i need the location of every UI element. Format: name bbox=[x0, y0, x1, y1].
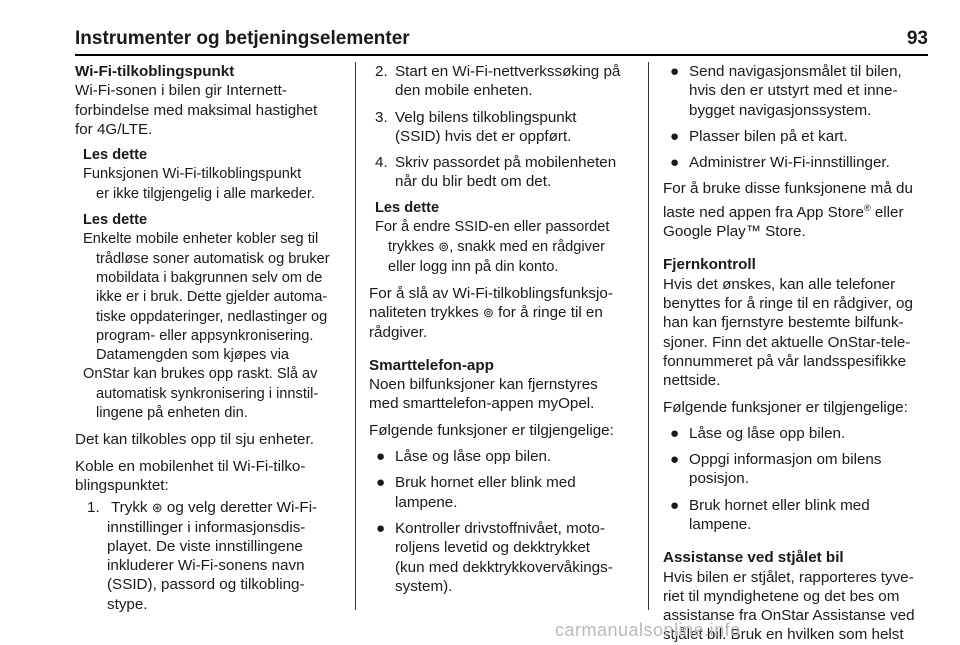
text-span: for å ringe til en bbox=[498, 304, 603, 322]
step-number: 2. bbox=[375, 63, 388, 80]
text-line: For å slå av Wi-Fi-tilkoblingsfunksjo- bbox=[369, 284, 613, 302]
column-divider bbox=[648, 62, 649, 610]
text-line: Enkelte mobile enheter kobler seg til bbox=[83, 231, 319, 248]
paragraph: Følgende funksjoner er tilgjengelige: bbox=[369, 421, 614, 439]
text-span: eller bbox=[870, 203, 904, 221]
text-line: assistanse fra OnStar Assistanse ved bbox=[663, 607, 915, 625]
text-line: bygget navigasjonssystem. bbox=[689, 101, 872, 119]
text-span: Trykk bbox=[110, 499, 148, 517]
list-item bbox=[369, 447, 637, 466]
text-line: tiske oppdateringer, nedlastinger og bbox=[96, 308, 328, 325]
text-line: lampene. bbox=[395, 493, 458, 511]
header-rule bbox=[75, 54, 928, 56]
text-line: Låse og låse opp bilen. bbox=[395, 448, 552, 466]
text-span: laste ned appen fra App Store bbox=[663, 203, 864, 221]
text-span: Skriv passordet på mobilenheten bbox=[395, 154, 617, 172]
text-line: sjoner. Finn det aktuelle OnStar-tele- bbox=[663, 333, 911, 351]
text-line bbox=[369, 62, 637, 81]
list-item bbox=[663, 62, 930, 120]
step-number: 4. bbox=[375, 154, 388, 172]
section-heading: Smarttelefon-app bbox=[369, 356, 494, 374]
text-line bbox=[375, 237, 637, 257]
section-heading: Wi-Fi-tilkoblingspunkt bbox=[75, 63, 235, 80]
watermark: carmanualsonline.info bbox=[555, 620, 741, 640]
step-item bbox=[369, 108, 637, 147]
bullet-icon: ● bbox=[670, 496, 680, 514]
paragraph bbox=[369, 284, 637, 342]
registered-mark: ® bbox=[863, 202, 871, 213]
section-heading: Fjernkontroll bbox=[663, 256, 756, 274]
text-line: riet til myndighetene og det bes om bbox=[663, 587, 900, 605]
note-box bbox=[75, 146, 350, 204]
column-2 bbox=[369, 62, 637, 603]
paragraph bbox=[369, 375, 637, 414]
text-line bbox=[87, 498, 350, 517]
text-span: trykkes bbox=[388, 239, 435, 256]
note-title: Les dette bbox=[83, 147, 148, 164]
column-divider bbox=[355, 62, 356, 610]
text-line: For å bruke disse funksjonene må du bbox=[663, 180, 913, 198]
text-line: benyttes for å ringe til en rådgiver, og bbox=[663, 295, 913, 313]
note-title: Les dette bbox=[83, 212, 148, 229]
text-line: med smarttelefon-appen myOpel. bbox=[369, 395, 595, 413]
onstar-button-icon: ⊚ bbox=[438, 239, 450, 255]
text-line: Plasser bilen på et kart. bbox=[689, 127, 848, 145]
note-box bbox=[369, 199, 637, 277]
page-number: 93 bbox=[906, 28, 928, 49]
text-line: for 4G/LTE. bbox=[75, 120, 153, 138]
text-line: blingspunktet: bbox=[75, 476, 169, 494]
text-line: roljens levetid og dekktrykket bbox=[395, 539, 590, 557]
text-line: ikke er i bruk. Dette gjelder automa- bbox=[96, 289, 328, 306]
bullet-icon: ● bbox=[670, 154, 680, 172]
text-line bbox=[369, 153, 637, 172]
section-heading: Assistanse ved stjålet bil bbox=[663, 549, 844, 567]
text-line: automatisk synkronisering i innstil- bbox=[96, 385, 319, 402]
text-line: fonnummeret på vår landsspesifikke bbox=[663, 352, 907, 370]
text-line: posisjon. bbox=[689, 470, 749, 488]
paragraph bbox=[663, 275, 930, 391]
text-line: Hvis det ønskes, kan alle telefoner bbox=[663, 275, 896, 293]
page-header bbox=[75, 28, 928, 52]
text-line bbox=[663, 199, 930, 222]
text-line: playet. De viste innstillingene bbox=[107, 537, 303, 555]
text-line: Låse og låse opp bilen. bbox=[689, 424, 846, 442]
text-line: Bruk hornet eller blink med bbox=[689, 496, 870, 514]
text-line: innstillinger i informasjonsdis- bbox=[107, 518, 306, 536]
text-line: lingene på enheten din. bbox=[96, 405, 248, 422]
text-line: Funksjonen Wi-Fi-tilkoblingspunkt bbox=[83, 166, 302, 183]
text-line bbox=[369, 108, 637, 127]
column-3 bbox=[663, 62, 930, 645]
bullet-icon: ● bbox=[376, 474, 386, 492]
text-line: hvis den er utstyrt med et inne- bbox=[689, 82, 898, 100]
text-line: Koble en mobilenhet til Wi-Fi-tilko- bbox=[75, 457, 306, 475]
text-line: (SSID), passord og tilkobling- bbox=[107, 576, 305, 594]
step-text bbox=[87, 518, 350, 614]
text-line: når du blir bedt om det. bbox=[395, 173, 552, 191]
text-line: mobildata i bakgrunnen selv om de bbox=[96, 269, 323, 286]
text-line: inkluderer Wi-Fi-sonens navn bbox=[107, 557, 305, 575]
list-item bbox=[663, 424, 930, 443]
list-item bbox=[663, 153, 930, 172]
bullet-icon: ● bbox=[670, 424, 680, 442]
column-1 bbox=[75, 62, 350, 614]
note-title: Les dette bbox=[375, 199, 440, 216]
step-number: 3. bbox=[375, 108, 388, 126]
text-line: eller logg inn på din konto. bbox=[388, 258, 559, 275]
text-line: Oppgi informasjon om bilens bbox=[689, 451, 882, 469]
note-box bbox=[75, 211, 350, 423]
bullet-icon: ● bbox=[670, 63, 680, 80]
text-line: trådløse soner automatisk og bruker bbox=[96, 250, 330, 267]
text-line: Send navigasjonsmålet til bilen, bbox=[689, 63, 902, 80]
text-line: lampene. bbox=[689, 516, 752, 533]
text-line: Kontroller drivstoffnivået, moto- bbox=[395, 519, 605, 537]
list-item bbox=[369, 473, 637, 512]
step-item bbox=[369, 62, 637, 101]
bullet-icon: ● bbox=[376, 448, 386, 466]
list-item bbox=[663, 496, 930, 535]
list-item bbox=[663, 450, 930, 489]
step-item bbox=[87, 498, 350, 614]
paragraph bbox=[75, 457, 350, 496]
page-title: Instrumenter og betjeningselementer bbox=[75, 28, 410, 49]
text-line: (kun med dekktrykkovervåkings- bbox=[395, 558, 613, 576]
paragraph bbox=[75, 81, 350, 139]
wifi-button-icon: ⊛ bbox=[151, 500, 163, 516]
text-line: stjålet bil. Bruk en hvilken som helst bbox=[663, 626, 904, 644]
onstar-button-icon: ⊚ bbox=[482, 305, 494, 321]
text-span: Start en Wi-Fi-nettverkssøking på bbox=[395, 63, 621, 80]
text-line: Google Play™ Store. bbox=[663, 223, 806, 241]
text-line: Noen bilfunksjoner kan fjernstyres bbox=[369, 376, 598, 394]
text-line: er ikke tilgjengelig i alle markeder. bbox=[96, 185, 316, 202]
text-span: , snakk med en rådgiver bbox=[449, 239, 605, 256]
text-line: Hvis bilen er stjålet, rapporteres tyve- bbox=[663, 568, 914, 586]
text-line: OnStar kan brukes opp raskt. Slå av bbox=[83, 366, 318, 383]
text-span: Velg bilens tilkoblingspunkt bbox=[395, 108, 577, 126]
step-item bbox=[369, 153, 637, 192]
list-item bbox=[663, 127, 930, 146]
text-line: Bruk hornet eller blink med bbox=[395, 474, 576, 492]
text-span: naliteten trykkes bbox=[369, 304, 479, 322]
text-line: program- eller appsynkronisering. bbox=[96, 327, 314, 344]
list-item bbox=[369, 519, 637, 596]
text-line: Datamengden som kjøpes via bbox=[96, 347, 290, 364]
text-line: For å endre SSID-en eller passordet bbox=[375, 219, 610, 236]
text-line: forbindelse med maksimal hastighet bbox=[75, 101, 318, 119]
text-line: stype. bbox=[107, 595, 148, 613]
text-line: rådgiver. bbox=[369, 323, 428, 341]
text-line: (SSID) hvis det er oppført. bbox=[395, 127, 572, 145]
step-number: 1. bbox=[87, 499, 100, 517]
text-line: nettside. bbox=[663, 372, 721, 390]
text-line: system). bbox=[395, 577, 453, 595]
text-line bbox=[369, 303, 637, 322]
bullet-icon: ● bbox=[376, 519, 386, 537]
text-line: den mobile enheten. bbox=[395, 82, 533, 100]
bullet-icon: ● bbox=[670, 127, 680, 145]
bullet-icon: ● bbox=[670, 451, 680, 469]
text-line: han kan fjernstyre bestemte bilfunk- bbox=[663, 314, 904, 332]
paragraph: Følgende funksjoner er tilgjengelige: bbox=[663, 398, 908, 416]
text-span: og velg deretter Wi-Fi- bbox=[166, 499, 318, 517]
paragraph bbox=[663, 179, 930, 241]
text-line: Administrer Wi-Fi-innstillinger. bbox=[689, 154, 890, 172]
paragraph: Det kan tilkobles opp til sju enheter. bbox=[75, 431, 314, 449]
text-line: Wi-Fi-sonen i bilen gir Internett- bbox=[75, 82, 287, 100]
